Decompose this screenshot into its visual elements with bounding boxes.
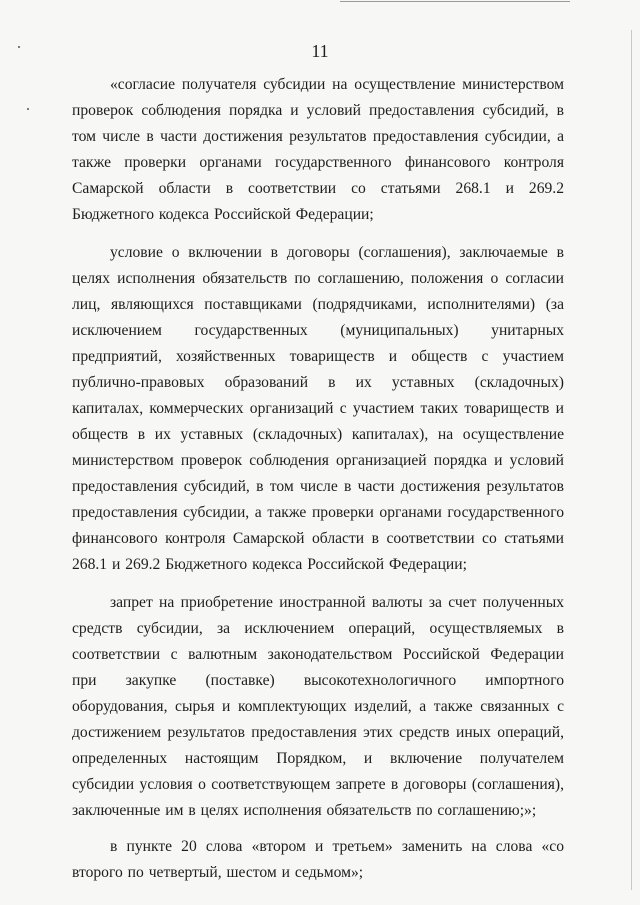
document-body (72, 72, 564, 898)
scan-right-edge-line (631, 30, 632, 890)
paragraph-consent-recipient: «согласие получателя субсидии на осуществление министерством проверок соблюдения порядка и условий предоставления субсидий, в том числе в части достижения результатов предоставления субсидии, а также проверки органами государственного финансового контроля Самарской области в соответствии со статьями 268.1 и 269.2 Бюджетного кодекса Российской Федерации; (72, 76, 564, 223)
scan-top-edge-line (340, 1, 570, 2)
paragraph-contract-condition: условие о включении в договоры (соглашения), заключаемые в целях исполнения обязательств по соглашению, положения о согласии лиц, являющихся поставщиками (подрядчиками, исполнителями) (за исключением государственных (муниципальных) унитарных предприятий, хозяйственных товариществ и обществ с участием публично-правовых образований в их уставных (складочных) капиталах, коммерческих организаций с участием таких товариществ и обществ в их уставных (складочных) капиталах), на осуществление министерством проверок соблюдения организацией порядка и условий предоставления субсидий, в том числе в части достижения результатов предоставления субсидии, а также проверки органами государственного финансового контроля Самарской области в соответствии со статьями 268.1 и 269.2 Бюджетного кодекса Российской Федерации; (72, 244, 564, 573)
page-number: 11 (311, 41, 329, 61)
scan-speck (27, 108, 29, 110)
paragraph-currency-ban: запрет на приобретение иностранной валюты за счет полученных средств субсидии, за исключением операций, осуществляемых в соответствии с валютным законодательством Российской Федерации при закупке (поставке) высокотехнологичного импортного оборудования, сырья и комплектующих изделий, а также связанных с достижением результатов предоставления этих средств иных операций, определенных настоящим Порядком, и включение получателем субсидии условия о соответствующем запрете в договоры (соглашения), заключенные им в целях исполнения обязательств по соглашению;»; (72, 594, 564, 819)
paragraph-item-20-amendment: в пункте 20 слова «втором и третьем» заменить на слова «со второго по четвертый, шестом и седьмом»; (72, 838, 564, 881)
